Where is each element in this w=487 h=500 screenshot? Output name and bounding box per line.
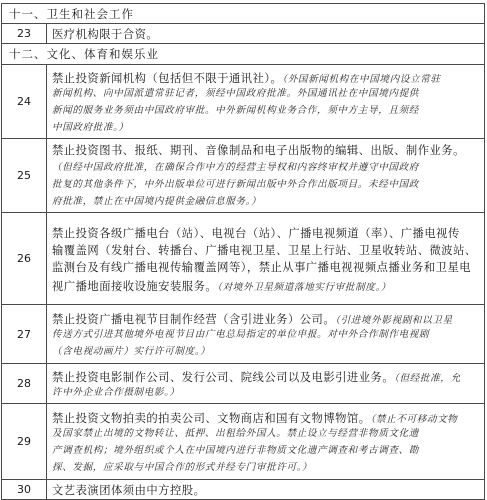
table-row	[1, 364, 485, 404]
item-line: 文艺表演团体须由中方控股。	[52, 484, 206, 497]
table-row	[1, 305, 485, 364]
item-line: 新闻的服务业务须由中国政府审批。中外新闻机构业务合作，须中方主导，且须经	[52, 104, 419, 116]
item-line: 产调查机构；境外组织或个人在中国境内进行非物质文化遗产调查和考古调查、勘	[52, 444, 419, 456]
table-row	[1, 213, 485, 305]
item-line	[52, 367, 481, 384]
section-header-health	[1, 3, 485, 24]
item-line: 禁止投资图书、报纸、期刊、音像制品和电子出版物的编辑、出版、制作业务。	[52, 143, 465, 157]
item-text	[52, 26, 481, 41]
item-note-text: （对境外卫星频道落地实行审批制度。）	[217, 281, 392, 293]
item-number: 28	[2, 364, 47, 403]
item-line	[52, 276, 481, 293]
item-line: 许中外企业合作摄制电影。）	[52, 386, 180, 398]
item-note-text: （外国新闻机构在中国境内设立常驻	[282, 73, 441, 85]
item-text	[52, 141, 481, 210]
item-text	[52, 215, 481, 302]
item-line	[52, 68, 481, 85]
item-line: （含电视动画片）实行许可制度。）	[52, 345, 211, 357]
item-line	[52, 309, 481, 326]
table-row	[1, 480, 485, 500]
item-number: 26	[2, 213, 47, 304]
item-line: 监测台及有线广播电视传输覆盖网等），禁止从事广播电视视频点播业务和卫星电	[52, 260, 472, 274]
item-line: 批复的其他条件下，中外出版单位可进行新闻出版中外合作出版项目。未经中国政	[52, 178, 419, 190]
item-line: 府批准，禁止在中国境内提供金融信息服务。）	[52, 195, 262, 207]
item-number: 29	[2, 404, 47, 479]
item-text	[52, 482, 481, 497]
item-line: 禁止投资各级广播电台（站）、电视台（站）、广播电视频道（率）、广播电视传	[52, 226, 460, 240]
item-line: 探、发掘，应采取与中国合作的形式并经专门审批许可。）	[52, 461, 313, 473]
section-header-culture	[1, 44, 485, 65]
item-line: 及国家禁止出境的文物转让、抵押、出租给外国人。禁止设立与经营非物质文化遗	[52, 427, 419, 439]
section-title: 十一、卫生和社会工作	[9, 6, 134, 21]
item-line: 医疗机构限于合资。	[52, 28, 159, 41]
item-text	[52, 406, 481, 477]
item-note-text: （但经批准，允	[394, 372, 461, 384]
item-number: 27	[2, 305, 47, 363]
item-note-text: （禁止不可移动文物	[370, 413, 458, 425]
item-main-text: 禁止投资广播电视节目制作经营（含引进业务）公司。	[52, 312, 336, 326]
item-text	[52, 67, 481, 136]
item-text	[52, 307, 481, 361]
table-row	[1, 65, 485, 139]
item-line: 输覆盖网（发射台、转播台、广播电视卫星、卫星上行站、卫星收转站、微波站、	[52, 243, 477, 257]
item-main-text: 禁止投资电影制作公司、发行公司、院线公司以及电影引进业务。	[52, 370, 395, 384]
restrictions-table	[1, 3, 485, 500]
table-row	[1, 24, 485, 44]
item-number: 24	[2, 65, 47, 138]
item-line: 中国政府批准。）	[52, 121, 129, 133]
item-text	[52, 366, 481, 401]
item-main-text: 禁止投资文物拍卖的拍卖公司、文物商店和国有文物博物馆。	[52, 411, 371, 425]
table-row	[1, 404, 485, 480]
item-number: 23	[2, 24, 47, 43]
item-number: 25	[2, 139, 47, 212]
item-line: 传送方式引进其他境外电视节目由广电总局指定的单位申报。对中外合作制作电视剧	[52, 328, 430, 340]
item-number: 30	[2, 480, 47, 499]
table-row	[1, 139, 485, 213]
section-title: 十二、文化、体育和娱乐业	[9, 47, 159, 61]
item-note-text: （引进境外影视剧和以卫星	[335, 314, 453, 326]
item-main-text: 视广播地面接收设施安装服务。	[52, 279, 218, 293]
item-line: （但经中国政府批准，在确保合作中方的经营主导权和内容终审权并遵守中国政府	[52, 161, 419, 173]
item-main-text: 禁止投资新闻机构（包括但不限于通讯社）。	[52, 71, 283, 85]
item-line	[52, 408, 481, 425]
item-line: 新闻机构、向中国派遣常驻记者，须经中国政府批准。外国通讯社在中国境内提供	[52, 87, 419, 99]
